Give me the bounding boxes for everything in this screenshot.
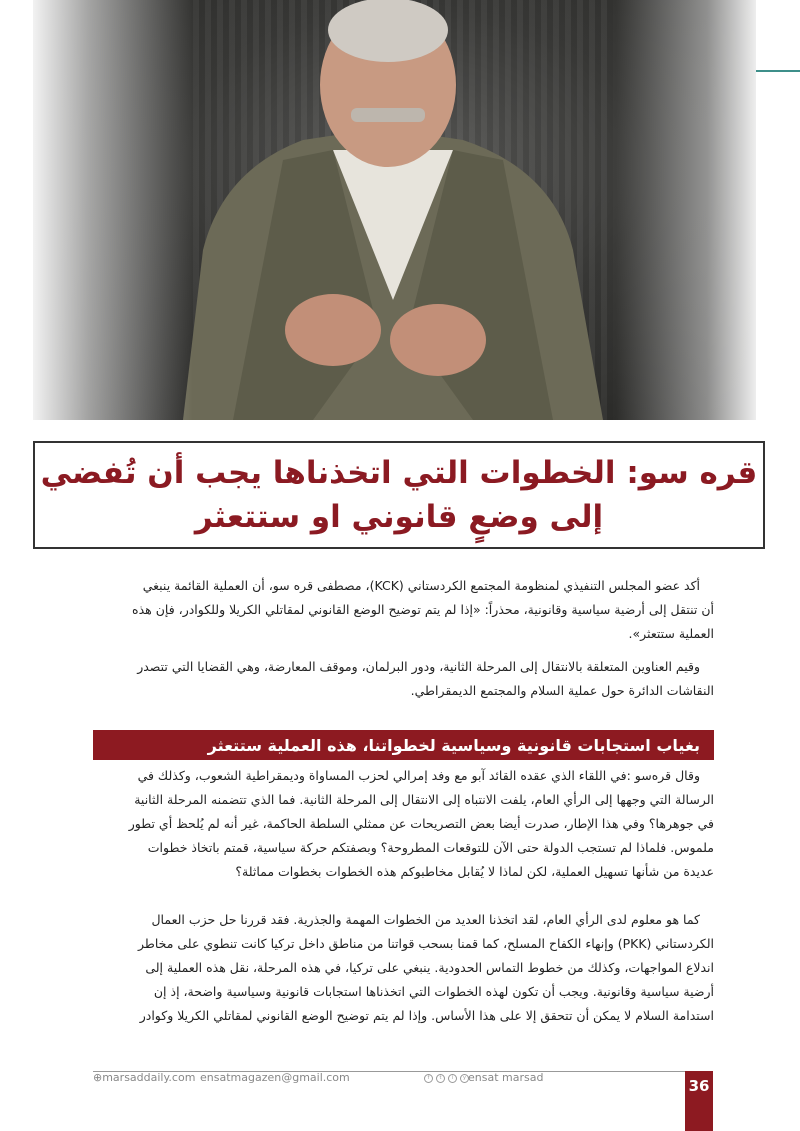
text-line: كما هو معلوم لدى الرأي العام، لقد اتخذنا العديد من الخطوات المهمة والجذرية. فقد قررنا حل حزب العمال <box>151 912 700 927</box>
text-line: الكردستاني (PKK) وإنهاء الكفاح المسلح، كما قمنا بسحب قواتنا من مناطق داخل تركيا كانت تنطوي على مخاطر <box>138 936 714 951</box>
body-paragraph-2 <box>93 908 714 1028</box>
youtube-icon[interactable]: y <box>460 1074 469 1083</box>
facebook-icon[interactable]: f <box>424 1074 433 1083</box>
text-line: في جوهرها؟ وفي هذا الإطار، صدرت أيضا بعض التصريحات عن ممثلي السلطة الحاكمة، غير أنه لم يُلحظ أي تطور <box>128 816 714 831</box>
text-line: العملية ستتعثر». <box>628 626 714 641</box>
photo-fade-right <box>616 0 756 420</box>
body-paragraph-1 <box>93 764 714 884</box>
intro-paragraph-1 <box>93 574 714 646</box>
section-heading-text: بغياب استجابات قانونية وسياسية لخطواتنا، هذه العملية ستتعثر <box>207 735 700 755</box>
section-heading <box>93 730 714 760</box>
social-icons <box>424 1074 469 1083</box>
footer-email[interactable]: ensatmagazen@gmail.com <box>200 1071 350 1084</box>
accent-line <box>756 70 800 72</box>
text-line: وقيم العناوين المتعلقة بالانتقال إلى المرحلة الثانية، ودور البرلمان، وموقف المعارضة، وهي القضايا التي تتصدر <box>137 659 700 674</box>
text-line: أرضية سياسية وقانونية. ويجب أن تكون لهذه الخطوات التي اتخذناها استجابات قانونية وسياسية واضحة، إذ إن <box>153 984 714 999</box>
article-photo <box>33 0 756 420</box>
text-line: اندلاع المواجهات، وكذلك من خطوط التماس الحدودية. ينبغي على تركيا، في هذه المرحلة، نقل هذه العملية إلى <box>145 960 714 975</box>
headline-box <box>33 441 765 549</box>
footer-social-handle: ensat marsad <box>468 1071 544 1084</box>
text-line: استدامة السلام لا يمكن أن تتحقق إلا على هذا الأساس. وإذا لم يتم توضيح الوضع القانوني لمقاتلي الكريلا وكوادر <box>139 1008 714 1023</box>
text-line: أكد عضو المجلس التنفيذي لمنظومة المجتمع الكردستاني (KCK)، مصطفى قره سو، أن العملية القائمة ينبغي <box>142 578 700 593</box>
text-line: وقال قرەسو :في اللقاء الذي عقده القائد آبو مع وفد إمرالي لحزب المساواة وديمقراطية الشعوب، وكذلك في <box>137 768 700 783</box>
instagram-icon[interactable]: i <box>448 1074 457 1083</box>
text-line: النقاشات الدائرة حول عملية السلام والمجتمع الديمقراطي. <box>410 683 714 698</box>
page-number: 36 <box>685 1071 713 1131</box>
twitter-icon[interactable]: t <box>436 1074 445 1083</box>
headline-line-2: إلى وضعٍ قانوني او ستتعثر <box>194 499 604 535</box>
text-line: أن تنتقل إلى أرضية سياسية وقانونية، محذراً: «إذا لم يتم توضيح الوضع القانوني لمقاتلي الكريلا وللكوادر، فإن هذه <box>132 602 714 617</box>
footer-website[interactable] <box>93 1071 195 1084</box>
text-line: عديدة من شأنها تسهيل العملية، لكن لماذا لا يُقابل مخاطبوكم هذه الخطوات بخطوات مماثلة؟ <box>235 864 714 879</box>
text-line: الرسالة التي وجهها إلى الرأي العام، يلفت الانتباه إلى الانتقال إلى المرحلة الثانية. فما الذي تتضمنه المرحلة الثانية <box>134 792 714 807</box>
footer-website-text: marsaddaily.com <box>102 1071 196 1084</box>
intro-paragraph-2 <box>93 655 714 703</box>
globe-icon: ⊕ <box>93 1071 103 1084</box>
text-line: ملموس. فلماذا لم تستجب الدولة حتى الآن للتوقعات المطروحة؟ وبصفتكم حركة سياسية، قمتم باتخاذ خطوات <box>147 840 714 855</box>
headline-line-1: قره سو: الخطوات التي اتخذناها يجب أن تُفضي <box>40 455 758 491</box>
photo-fade-left <box>33 0 193 420</box>
